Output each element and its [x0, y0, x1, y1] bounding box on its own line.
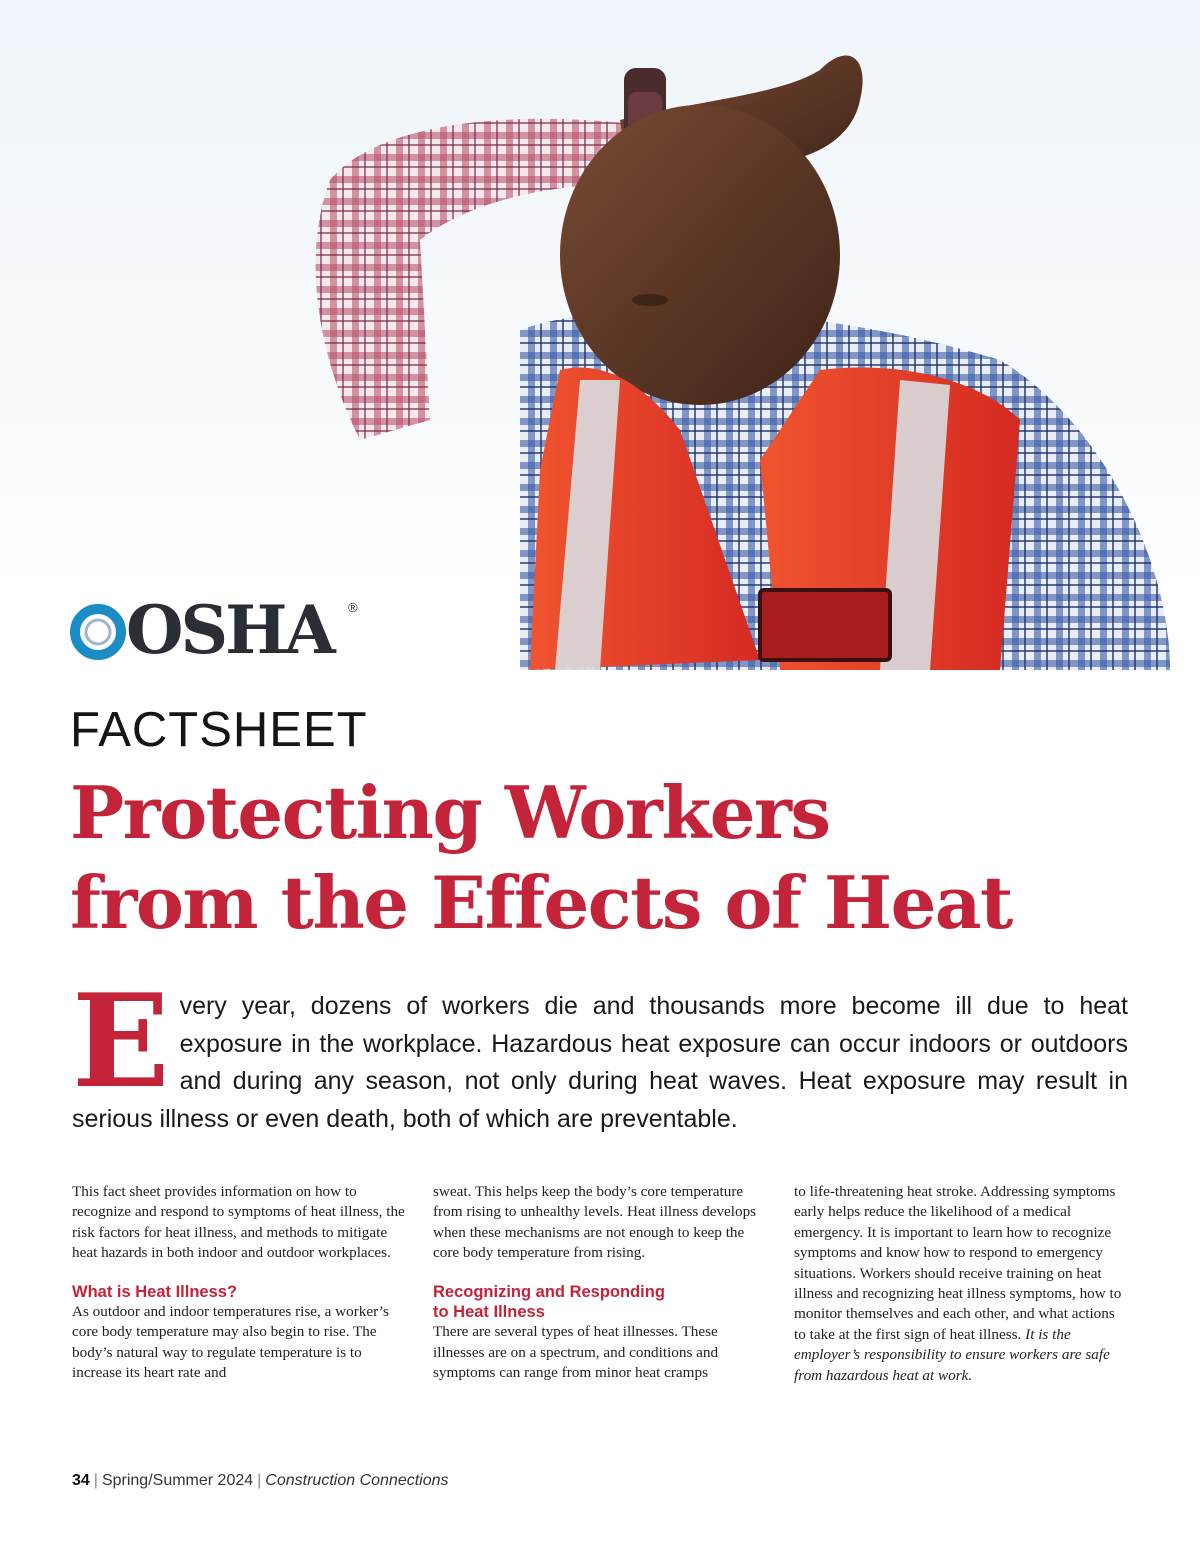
factsheet-kicker: FACTSHEET: [70, 703, 368, 757]
types-paragraph: There are several types of heat illnesses. These illnesses are on a spectrum, and conditions and symptoms can range from minor heat cramps: [433, 1323, 719, 1382]
heading-line-1: Recognizing and Responding: [433, 1282, 665, 1301]
title-line-2: from the Effects of Heat: [70, 860, 1012, 945]
issue-label: Spring/Summer 2024: [101, 1472, 254, 1489]
heading-what-is-heat-illness: What is Heat Illness?: [72, 1282, 238, 1301]
response-paragraph: [794, 1182, 1127, 1386]
intro-paragraph: This fact sheet provides information on how to recognize and respond to symptoms of heat illness, the risk factors for heat illness, and methods to mitigate heat hazards in both indoor and outdoor workplaces.: [72, 1183, 405, 1262]
osha-ring-icon: [70, 604, 126, 660]
drop-cap: E: [72, 967, 170, 1117]
employer-responsibility-text: It is the employer’s responsibility to ensure workers are safe from hazardous heat at work.: [794, 1325, 1110, 1384]
body-columns: [72, 1182, 1128, 1386]
continued-paragraph: sweat. This helps keep the body’s core temperature from rising to unhealthy levels. Heat illness develops when these mechanisms are not enough to keep the core body temperature from rising.: [433, 1183, 757, 1262]
osha-logo: [70, 591, 358, 669]
heading-line-2: to Heat Illness: [433, 1303, 545, 1322]
heat-illness-paragraph: As outdoor and indoor temperatures rise, a worker’s core body temperature may also begin to rise. The body’s natural way to regulate temperature is to increase its heart rate and: [72, 1303, 389, 1382]
page-title: [70, 768, 1170, 948]
column-3: [794, 1182, 1127, 1386]
heading-recognizing-responding: [433, 1282, 766, 1323]
hero-photo: [0, 0, 1200, 670]
lede-text: very year, dozens of workers die and thousands more become ill due to heat exposure in the workplace. Hazardous heat exposure can occur indoors or outdoors and during any season, not only during heat waves. Heat exposure may result in serious illness or even death, both of which are preventable.: [72, 992, 1128, 1133]
footer-separator: |: [93, 1472, 98, 1489]
column-1: [72, 1182, 405, 1386]
registered-mark: ®: [348, 600, 358, 615]
title-line-1: Protecting Workers: [70, 770, 830, 855]
footer-separator: |: [257, 1472, 262, 1489]
publication-name: Construction Connections: [265, 1472, 449, 1489]
osha-logo-text: OSHA: [126, 591, 333, 669]
column-2: [433, 1182, 766, 1386]
worker-illustration: [0, 0, 1200, 670]
response-text: to life-threatening heat stroke. Addressing symptoms early helps reduce the likelihood of a medical emergency. It is important to learn how to recognize symptoms and know how to respond to emergency situations. Workers should receive training on heat illness and recognizing heat illness symptoms, how to monitor themselves and each other, and what actions to take at the first sign of heat illness.: [794, 1183, 1122, 1343]
page-footer: [72, 1472, 449, 1490]
page-number: 34: [72, 1472, 90, 1489]
lede-paragraph: [72, 967, 1128, 1138]
